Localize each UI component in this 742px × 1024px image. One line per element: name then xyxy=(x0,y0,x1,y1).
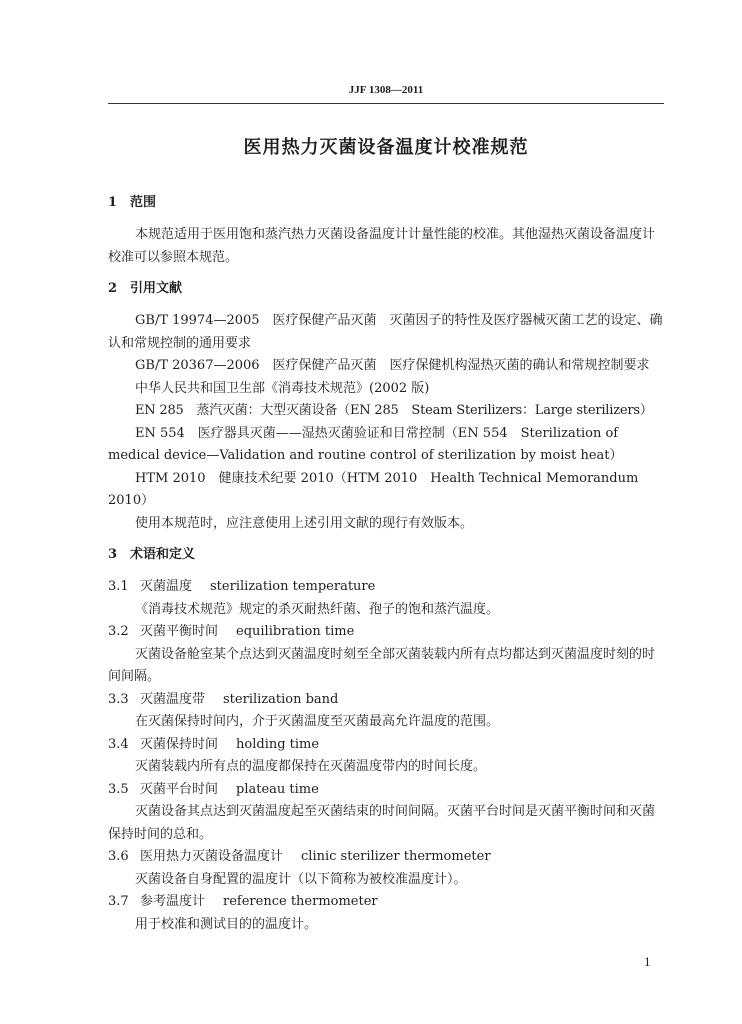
term-chinese: 参考温度计 xyxy=(140,894,206,909)
term-entry xyxy=(108,689,666,712)
section-number: 2 xyxy=(108,281,118,296)
term-entry xyxy=(108,846,666,869)
term-chinese: 灭菌温度 xyxy=(140,579,193,594)
term-chinese: 灭菌平台时间 xyxy=(140,781,219,797)
term-definition: 灭菌设备其点达到灭菌温度起至灭菌结束的时间间隔。灭菌平台时间是灭菌平衡时间和灭菌保持时间的总和。 xyxy=(108,804,656,842)
term-chinese: 灭菌平衡时间 xyxy=(140,624,219,639)
term-number: 3.1 xyxy=(108,579,129,594)
reference-item: GB/T 19974—2005 医疗保健产品灭菌 灭菌因子的特性及医疗器械灭菌工艺的设定、确认和常规控制的通用要求 xyxy=(108,313,663,351)
term-number: 3.7 xyxy=(108,894,129,909)
term-entry xyxy=(108,891,666,914)
term-number: 3.5 xyxy=(108,781,129,797)
term-english: holding time xyxy=(236,736,320,752)
section-heading-scope xyxy=(108,192,666,214)
term-definition: 灭菌设备自身配置的温度计（以下简称为被校准温度计）。 xyxy=(135,871,467,887)
term-english: clinic sterilizer thermometer xyxy=(301,849,491,864)
page-number: 1 xyxy=(644,954,651,969)
term-chinese: 灭菌保持时间 xyxy=(140,736,219,752)
reference-item: EN 285 蒸汽灭菌：大型灭菌设备（EN 285 Steam Sterilizers：Large sterilizers） xyxy=(135,403,653,418)
term-number: 3.3 xyxy=(108,691,129,707)
term-english: sterilization temperature xyxy=(210,579,376,594)
term-chinese: 医用热力灭菌设备温度计 xyxy=(140,849,284,864)
term-entry xyxy=(108,621,666,644)
term-entry xyxy=(108,576,666,599)
section-number: 3 xyxy=(108,547,118,562)
section-title: 引用文献 xyxy=(130,281,183,296)
reference-item: EN 554 医疗器具灭菌——湿热灭菌验证和日常控制（EN 554 Sterilization of medical device—Validation and routine control of sterilization by moist heat） xyxy=(108,425,623,463)
document-code-header: JJF 1308—2011 xyxy=(348,84,424,96)
term-definition: 在灭菌保持时间内，介于灭菌温度至灭菌最高允许温度的范围。 xyxy=(135,714,500,729)
term-number: 3.6 xyxy=(108,849,129,864)
reference-item: HTM 2010 健康技术纪要 2010（HTM 2010 Health Technical Memorandum 2010） xyxy=(108,470,639,508)
term-entry xyxy=(108,779,666,802)
section-number: 1 xyxy=(108,195,118,210)
section-title: 范围 xyxy=(130,195,157,210)
reference-item: 中华人民共和国卫生部《消毒技术规范》(2002 版) xyxy=(135,380,430,396)
term-definition: 灭菌设备舱室某个点达到灭菌温度时刻至全部灭菌装载内所有点均都达到灭菌温度时刻的时间间隔。 xyxy=(108,646,656,684)
document-body xyxy=(108,192,666,936)
term-number: 3.2 xyxy=(108,624,129,639)
scope-paragraph: 本规范适用于医用饱和蒸汽热力灭菌设备温度计计量性能的校准。其他湿热灭菌设备温度计校准可以参照本规范。 xyxy=(108,227,656,265)
term-english: sterilization band xyxy=(223,691,339,707)
term-definition: 用于校准和测试目的的温度计。 xyxy=(135,916,318,932)
header-rule xyxy=(108,103,664,104)
section-heading-terms xyxy=(108,544,666,566)
section-title: 术语和定义 xyxy=(130,547,196,562)
term-entry xyxy=(108,734,666,757)
page-title: 医用热力灭菌设备温度计校准规范 xyxy=(243,137,529,158)
references-closing-note: 使用本规范时，应注意使用上述引用文献的现行有效版本。 xyxy=(135,515,474,531)
section-heading-references xyxy=(108,278,666,300)
term-number: 3.4 xyxy=(108,736,129,752)
term-english: reference thermometer xyxy=(223,894,378,909)
term-chinese: 灭菌温度带 xyxy=(140,691,206,707)
term-english: plateau time xyxy=(236,781,319,797)
reference-item: GB/T 20367—2006 医疗保健产品灭菌 医疗保健机构湿热灭菌的确认和常规控制要求 xyxy=(135,358,650,373)
term-english: equilibration time xyxy=(236,624,355,639)
term-definition: 灭菌装载内所有点的温度都保持在灭菌温度带内的时间长度。 xyxy=(135,759,487,774)
term-definition: 《消毒技术规范》规定的杀灭耐热纤菌、孢子的饱和蒸汽温度。 xyxy=(135,601,500,617)
